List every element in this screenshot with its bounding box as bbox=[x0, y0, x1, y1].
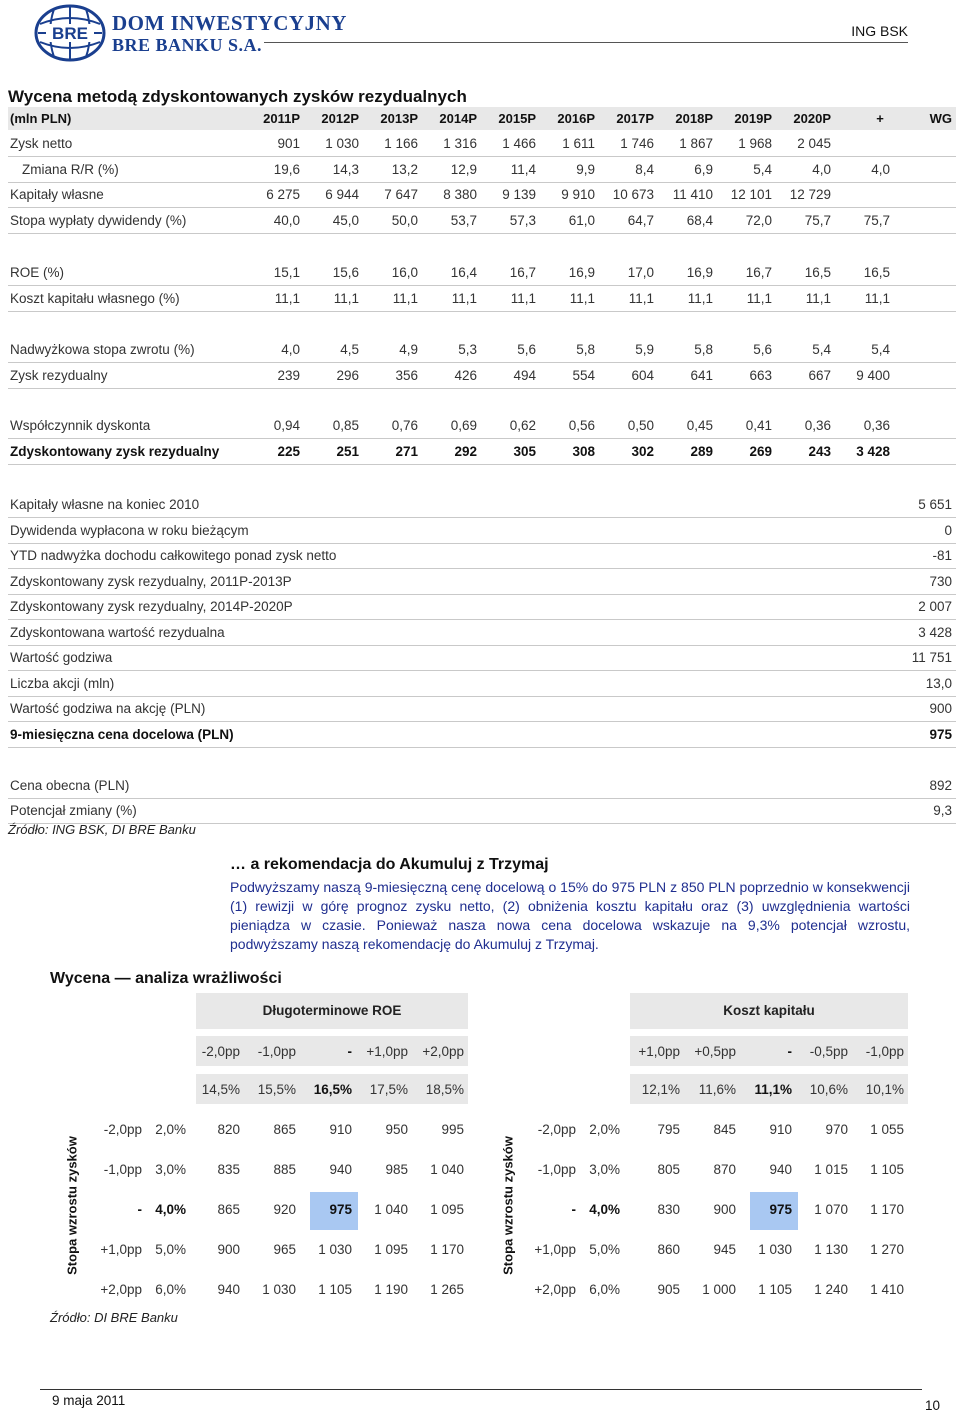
sensitivity-cell: 830 bbox=[657, 1202, 680, 1217]
table-cell: 7 647 bbox=[384, 187, 418, 202]
row-pp-label: +1,0pp bbox=[534, 1242, 576, 1257]
summary-value: 5 651 bbox=[918, 497, 952, 512]
table-cell: 16,0 bbox=[391, 265, 418, 280]
sensitivity-cell: 1 190 bbox=[374, 1282, 408, 1297]
table-row bbox=[8, 208, 956, 234]
table-cell: 6,9 bbox=[694, 162, 713, 177]
table-cell: 641 bbox=[690, 368, 713, 383]
sensitivity-cell: 1 030 bbox=[758, 1242, 792, 1257]
col-pct-label: 10,6% bbox=[809, 1082, 848, 1097]
table-row bbox=[8, 182, 956, 208]
sensitivity-cell: 865 bbox=[273, 1122, 296, 1137]
sensitivity-cell: 1 170 bbox=[430, 1242, 464, 1257]
table-cell: 0,41 bbox=[745, 418, 772, 433]
sensitivity-cell: 1 070 bbox=[814, 1202, 848, 1217]
col-pp-label: +1,0pp bbox=[638, 1044, 680, 1059]
sensitivity-cell: 795 bbox=[657, 1122, 680, 1137]
table-cell: 2 045 bbox=[797, 136, 831, 151]
summary-label: Dywidenda wypłacona w roku bieżącym bbox=[10, 522, 249, 538]
row-pct-label: 2,0% bbox=[589, 1122, 620, 1137]
table-cell: 16,9 bbox=[568, 265, 595, 280]
summary-value: 0 bbox=[944, 522, 952, 538]
table-cell: 50,0 bbox=[391, 213, 418, 228]
source-note: Źródło: ING BSK, DI BRE Banku bbox=[8, 822, 196, 837]
summary-value: 13,0 bbox=[925, 675, 952, 691]
table-cell: 45,0 bbox=[332, 213, 359, 228]
sensitivity-cell: 820 bbox=[217, 1122, 240, 1137]
summary-label: Kapitały własne na koniec 2010 bbox=[10, 497, 200, 512]
table-cell: 11,1 bbox=[628, 291, 654, 306]
summary-value: 11 751 bbox=[911, 650, 952, 665]
table-row bbox=[8, 413, 956, 439]
table-cell: 19,6 bbox=[273, 162, 300, 177]
col-pct-label: 10,1% bbox=[865, 1082, 904, 1097]
sensitivity-cell: 975 bbox=[329, 1202, 352, 1217]
sensitivity-cell: 1 105 bbox=[870, 1162, 904, 1177]
table-cell: 14,3 bbox=[332, 162, 359, 177]
table-cell: 9 910 bbox=[561, 187, 595, 202]
row-label: Koszt kapitału własnego (%) bbox=[10, 291, 180, 306]
wg-header: WG bbox=[929, 111, 952, 126]
summary-row bbox=[8, 543, 956, 569]
table-row bbox=[8, 157, 956, 183]
table-cell: 11,1 bbox=[392, 291, 418, 306]
table-row bbox=[8, 337, 956, 363]
table-cell: 225 bbox=[277, 444, 300, 459]
sensitivity-cell: 1 105 bbox=[758, 1282, 792, 1297]
table-cell: 5,8 bbox=[694, 342, 713, 357]
summary-row bbox=[8, 722, 956, 748]
table-cell: 667 bbox=[808, 368, 831, 383]
sensitivity-cell: 1 270 bbox=[870, 1242, 904, 1257]
table-cell: 11,1 bbox=[687, 291, 713, 306]
row-pp-label: -1,0pp bbox=[103, 1162, 142, 1177]
price-row bbox=[8, 773, 956, 799]
col-pp-label: +1,0pp bbox=[366, 1044, 408, 1059]
sensitivity-cell: 905 bbox=[657, 1282, 680, 1297]
col-pct-label: 14,5% bbox=[201, 1082, 240, 1097]
year-header: 2018P bbox=[675, 111, 713, 126]
row-pct-label: 3,0% bbox=[155, 1162, 186, 1177]
price-label: Cena obecna (PLN) bbox=[10, 778, 130, 793]
row-pp-label: +2,0pp bbox=[100, 1282, 142, 1297]
table-cell: 308 bbox=[572, 444, 595, 459]
sensitivity-cell: 1 410 bbox=[870, 1282, 904, 1297]
table-cell: 11,1 bbox=[451, 291, 477, 306]
table-cell: 5,6 bbox=[753, 342, 772, 357]
table-cell: 11,4 bbox=[510, 162, 536, 177]
table-cell: 663 bbox=[749, 368, 772, 383]
row-pp-label: -2,0pp bbox=[537, 1122, 576, 1137]
logo-text: BRE bbox=[52, 24, 88, 43]
sensitivity-cell: 835 bbox=[217, 1162, 240, 1177]
sensitivity-cell: 1 030 bbox=[318, 1242, 352, 1257]
table-cell: 53,7 bbox=[450, 213, 477, 228]
sensitivity-title: Wycena — analiza wrażliwości bbox=[50, 970, 282, 987]
table-cell: 75,7 bbox=[804, 213, 831, 228]
table-cell: 13,2 bbox=[391, 162, 418, 177]
company-name: ING BSK bbox=[851, 23, 908, 39]
recommendation-body: Podwyższamy naszą 9-miesięczną cenę docelową o 15% do 975 PLN z 850 PLN poprzednio w konsekwencji (1) rewizji w górę prognoz zysku netto, (2) obniżenia kosztu kapitału oraz (3) uwzględnienia wartości pieniądza w czasie. Ponieważ nasza nowa cena docelowa wskazuje na 9,3% potencjał wzrostu, podwyższamy naszą rekomendację do Akumuluj z Trzymaj. bbox=[230, 879, 910, 952]
sensitivity-cell: 910 bbox=[329, 1122, 352, 1137]
table-header bbox=[8, 107, 956, 130]
table-cell: 15,1 bbox=[273, 265, 300, 280]
sensitivity-header: Koszt kapitału bbox=[723, 1003, 815, 1018]
sensitivity-cell: 1 170 bbox=[870, 1202, 904, 1217]
col-pp-label: +2,0pp bbox=[422, 1044, 464, 1059]
price-value: 9,3 bbox=[933, 803, 952, 818]
table-cell: 16,7 bbox=[745, 265, 772, 280]
table-cell: 271 bbox=[395, 444, 418, 459]
summary-value: -81 bbox=[932, 548, 952, 563]
table-cell: 4,0 bbox=[871, 162, 890, 177]
recommendation-title: … a rekomendacja do Akumuluj z Trzymaj bbox=[230, 856, 549, 873]
sensitivity-cell: 940 bbox=[217, 1282, 240, 1297]
summary-row bbox=[8, 696, 956, 722]
table-cell: 15,6 bbox=[332, 265, 359, 280]
year-header: 2020P bbox=[793, 111, 831, 126]
summary-row bbox=[8, 492, 956, 518]
table-cell: 1 867 bbox=[679, 136, 713, 151]
col-pct-label: 18,5% bbox=[425, 1082, 464, 1097]
row-pct-label: 6,0% bbox=[155, 1282, 186, 1297]
sensitivity-cell: 1 015 bbox=[814, 1162, 848, 1177]
table-cell: 5,3 bbox=[458, 342, 477, 357]
year-header: 2014P bbox=[439, 111, 477, 126]
summary-label: Zdyskontowany zysk rezydualny, 2011P-2013P bbox=[10, 573, 292, 589]
col-pp-label: - bbox=[787, 1044, 792, 1059]
table-cell: 40,0 bbox=[273, 213, 300, 228]
sensitivity-cell: 865 bbox=[217, 1202, 240, 1217]
sensitivity-cell: 950 bbox=[385, 1122, 408, 1137]
row-pp-label: -2,0pp bbox=[103, 1122, 142, 1137]
summary-row bbox=[8, 620, 956, 646]
table-cell: 302 bbox=[631, 444, 654, 459]
table-cell: 0,69 bbox=[450, 418, 477, 433]
col-pct-label: 17,5% bbox=[369, 1082, 408, 1097]
col-pp-label: +0,5pp bbox=[694, 1044, 736, 1059]
table-cell: 305 bbox=[513, 444, 536, 459]
summary-label: Zdyskontowany zysk rezydualny, 2014P-2020P bbox=[10, 599, 293, 614]
table-cell: 5,8 bbox=[576, 342, 595, 357]
table-cell: 0,45 bbox=[686, 418, 713, 433]
table-cell: 4,5 bbox=[340, 342, 359, 357]
table-cell: 0,36 bbox=[804, 418, 831, 433]
table-cell: 239 bbox=[277, 368, 300, 383]
row-label: Zysk rezydualny bbox=[10, 368, 108, 383]
row-pp-label: +1,0pp bbox=[100, 1242, 142, 1257]
summary-value: 900 bbox=[929, 701, 952, 716]
table-cell: 10 673 bbox=[612, 187, 654, 202]
summary-value: 2 007 bbox=[918, 599, 952, 614]
table-cell: 292 bbox=[454, 444, 477, 459]
table-cell: 5,6 bbox=[517, 342, 536, 357]
table-cell: 4,9 bbox=[399, 342, 418, 357]
sensitivity-cell: 1 130 bbox=[814, 1242, 848, 1257]
sensitivity-cell: 805 bbox=[657, 1162, 680, 1177]
year-header: 2017P bbox=[616, 111, 654, 126]
table-cell: 16,5 bbox=[804, 265, 831, 280]
sensitivity-cell: 985 bbox=[385, 1162, 408, 1177]
table-cell: 0,94 bbox=[273, 418, 300, 433]
row-label: Zdyskontowany zysk rezydualny bbox=[10, 444, 220, 459]
table-cell: 901 bbox=[277, 136, 300, 151]
sensitivity-cell: 1 040 bbox=[430, 1162, 464, 1177]
table-cell: 426 bbox=[454, 368, 477, 383]
table-cell: 0,85 bbox=[332, 418, 359, 433]
brand-name-line1: DOM INWESTYCYJNY bbox=[112, 11, 347, 35]
row-label: Stopa wypłaty dywidendy (%) bbox=[10, 213, 187, 228]
table-row bbox=[8, 260, 956, 286]
table-cell: 1 968 bbox=[738, 136, 772, 151]
sensitivity-cell: 860 bbox=[657, 1242, 680, 1257]
table-cell: 5,4 bbox=[753, 162, 772, 177]
col-pct-label: 12,1% bbox=[641, 1082, 680, 1097]
table-cell: 356 bbox=[395, 368, 418, 383]
row-pct-label: 5,0% bbox=[589, 1242, 620, 1257]
table-cell: 12,9 bbox=[450, 162, 477, 177]
table-cell: 1 466 bbox=[502, 136, 536, 151]
sensitivity-cell: 975 bbox=[769, 1202, 792, 1217]
col-pp-label: -0,5pp bbox=[809, 1044, 848, 1059]
row-pp-label: - bbox=[571, 1202, 576, 1217]
table-cell: 61,0 bbox=[568, 213, 595, 228]
table-cell: 5,4 bbox=[812, 342, 831, 357]
table-row bbox=[8, 286, 956, 312]
sensitivity-cell: 1 095 bbox=[430, 1202, 464, 1217]
col-pp-label: -1,0pp bbox=[865, 1044, 904, 1059]
summary-row bbox=[8, 569, 956, 595]
table-cell: 5,4 bbox=[871, 342, 890, 357]
table-cell: 16,7 bbox=[509, 265, 536, 280]
sensitivity-cell: 970 bbox=[825, 1122, 848, 1137]
page-number: 10 bbox=[924, 1398, 940, 1413]
table-cell: 16,9 bbox=[686, 265, 713, 280]
table-cell: 75,7 bbox=[863, 213, 890, 228]
table-cell: 16,4 bbox=[450, 265, 477, 280]
summary-value: 3 428 bbox=[918, 624, 952, 640]
row-label: Zmiana R/R (%) bbox=[22, 162, 119, 177]
plus-header: + bbox=[876, 111, 884, 126]
table-cell: 17,0 bbox=[627, 265, 654, 280]
table-row bbox=[8, 131, 956, 157]
sensitivity-cell: 870 bbox=[713, 1162, 736, 1177]
header-divider bbox=[264, 42, 908, 43]
year-header: 2011P bbox=[263, 111, 300, 126]
sensitivity-cell: 945 bbox=[713, 1242, 736, 1257]
table-cell: 4,0 bbox=[281, 342, 300, 357]
row-pct-label: 2,0% bbox=[155, 1122, 186, 1137]
table-cell: 1 746 bbox=[620, 136, 654, 151]
table-cell: 11,1 bbox=[805, 291, 831, 306]
table-cell: 1 166 bbox=[384, 136, 418, 151]
table-cell: 0,36 bbox=[863, 418, 890, 433]
growth-axis-label: Stopa wzrostu zysków bbox=[500, 1136, 516, 1275]
table-cell: 6 944 bbox=[325, 187, 359, 202]
row-pct-label: 4,0% bbox=[589, 1202, 620, 1217]
table-cell: 11,1 bbox=[510, 291, 536, 306]
table-cell: 9 400 bbox=[856, 368, 890, 383]
summary-row bbox=[8, 518, 956, 544]
summary-value: 730 bbox=[929, 573, 952, 589]
row-label: Zysk netto bbox=[10, 136, 73, 151]
summary-label: Wartość godziwa bbox=[10, 650, 113, 665]
sensitivity-cell: 920 bbox=[273, 1202, 296, 1217]
table-cell: 11,1 bbox=[864, 291, 890, 306]
table-cell: 12 101 bbox=[730, 187, 772, 202]
row-pct-label: 6,0% bbox=[589, 1282, 620, 1297]
col-pp-label: - bbox=[347, 1044, 352, 1059]
table-cell: 3 428 bbox=[856, 444, 890, 459]
sensitivity-cell: 1 265 bbox=[430, 1282, 464, 1297]
source-note-2: Źródło: DI BRE Banku bbox=[50, 1310, 178, 1325]
footer-date: 9 maja 2011 bbox=[52, 1393, 126, 1408]
row-label: Współczynnik dyskonta bbox=[10, 418, 151, 433]
price-row bbox=[8, 798, 956, 824]
table-cell: 0,56 bbox=[568, 418, 595, 433]
table-cell: 68,4 bbox=[686, 213, 713, 228]
growth-axis-label: Stopa wzrostu zysków bbox=[64, 1136, 80, 1275]
sensitivity-cell: 1 105 bbox=[318, 1282, 352, 1297]
col-pct-label: 11,6% bbox=[698, 1082, 736, 1097]
sensitivity-cell: 965 bbox=[273, 1242, 296, 1257]
year-header: 2016P bbox=[557, 111, 595, 126]
table-cell: 6 275 bbox=[266, 187, 300, 202]
row-pp-label: +2,0pp bbox=[534, 1282, 576, 1297]
table-cell: 72,0 bbox=[745, 213, 772, 228]
row-pp-label: -1,0pp bbox=[537, 1162, 576, 1177]
sensitivity-cell: 900 bbox=[217, 1242, 240, 1257]
table-cell: 57,3 bbox=[509, 213, 536, 228]
table-row bbox=[8, 439, 956, 465]
sensitivity-cell: 1 055 bbox=[870, 1122, 904, 1137]
row-pct-label: 3,0% bbox=[589, 1162, 620, 1177]
summary-label: Liczba akcji (mln) bbox=[10, 675, 115, 691]
table-cell: 4,0 bbox=[812, 162, 831, 177]
summary-label: Wartość godziwa na akcję (PLN) bbox=[10, 701, 206, 716]
unit-label: (mln PLN) bbox=[10, 111, 72, 126]
table-cell: 11 410 bbox=[672, 187, 713, 202]
table-cell: 604 bbox=[631, 368, 654, 383]
bre-logo bbox=[34, 4, 106, 62]
sensitivity-cell: 885 bbox=[273, 1162, 296, 1177]
table-cell: 0,50 bbox=[627, 418, 654, 433]
table-cell: 64,7 bbox=[627, 213, 654, 228]
sensitivity-header: Długoterminowe ROE bbox=[262, 1003, 402, 1018]
sensitivity-cell: 1 000 bbox=[702, 1282, 736, 1297]
row-label: Nadwyżkowa stopa zwrotu (%) bbox=[10, 342, 195, 357]
brand-name-line2: BRE BANKU S.A. bbox=[112, 35, 263, 55]
sensitivity-cell: 910 bbox=[769, 1122, 792, 1137]
sensitivity-cell: 940 bbox=[329, 1162, 352, 1177]
year-header: 2019P bbox=[734, 111, 772, 126]
table-cell: 494 bbox=[513, 368, 536, 383]
table-cell: 1 316 bbox=[443, 136, 477, 151]
col-pct-label: 15,5% bbox=[257, 1082, 296, 1097]
sensitivity-cell: 995 bbox=[441, 1122, 464, 1137]
table-cell: 12 729 bbox=[789, 187, 831, 202]
sensitivity-cell: 1 095 bbox=[374, 1242, 408, 1257]
table-cell: 243 bbox=[808, 444, 831, 459]
table-cell: 11,1 bbox=[746, 291, 772, 306]
sensitivity-cell: 900 bbox=[713, 1202, 736, 1217]
sensitivity-cell: 845 bbox=[713, 1122, 736, 1137]
sensitivity-cell: 1 040 bbox=[374, 1202, 408, 1217]
summary-row bbox=[8, 594, 956, 620]
table-cell: 9 139 bbox=[502, 187, 536, 202]
table-cell: 16,5 bbox=[863, 265, 890, 280]
table-cell: 554 bbox=[572, 368, 595, 383]
table-cell: 11,1 bbox=[569, 291, 595, 306]
summary-row bbox=[8, 671, 956, 697]
year-header: 2012P bbox=[321, 111, 359, 126]
sensitivity-cell: 1 240 bbox=[814, 1282, 848, 1297]
year-header: 2015P bbox=[498, 111, 536, 126]
table-cell: 251 bbox=[336, 444, 359, 459]
summary-label: Zdyskontowana wartość rezydualna bbox=[10, 624, 225, 640]
summary-label: YTD nadwyżka dochodu całkowitego ponad zysk netto bbox=[10, 548, 337, 563]
table-cell: 269 bbox=[749, 444, 772, 459]
year-header: 2013P bbox=[380, 111, 418, 126]
table-cell: 0,62 bbox=[509, 418, 536, 433]
table-cell: 1 030 bbox=[325, 136, 359, 151]
row-pct-label: 4,0% bbox=[155, 1202, 186, 1217]
col-pct-label: 16,5% bbox=[313, 1082, 352, 1097]
price-label: Potencjał zmiany (%) bbox=[10, 803, 137, 818]
footer-divider bbox=[40, 1389, 922, 1390]
table-cell: 9,9 bbox=[576, 162, 595, 177]
row-label: Kapitały własne bbox=[10, 187, 104, 202]
section-title: Wycena metodą zdyskontowanych zysków rezydualnych bbox=[8, 87, 467, 106]
table-cell: 289 bbox=[690, 444, 713, 459]
table-row bbox=[8, 363, 956, 389]
row-pct-label: 5,0% bbox=[155, 1242, 186, 1257]
sensitivity-cell: 1 030 bbox=[262, 1282, 296, 1297]
col-pct-label: 11,1% bbox=[754, 1082, 792, 1097]
table-cell: 0,76 bbox=[391, 418, 418, 433]
col-pp-label: -2,0pp bbox=[201, 1044, 240, 1059]
row-pp-label: - bbox=[137, 1202, 142, 1217]
table-cell: 11,1 bbox=[274, 291, 300, 306]
table-cell: 8,4 bbox=[635, 162, 654, 177]
price-value: 892 bbox=[929, 778, 952, 793]
table-cell: 11,1 bbox=[333, 291, 359, 306]
summary-label: 9-miesięczna cena docelowa (PLN) bbox=[10, 726, 234, 742]
table-cell: 296 bbox=[336, 368, 359, 383]
row-label: ROE (%) bbox=[10, 265, 64, 280]
col-pp-label: -1,0pp bbox=[257, 1044, 296, 1059]
table-cell: 8 380 bbox=[443, 187, 477, 202]
summary-value: 975 bbox=[929, 726, 952, 742]
sensitivity-cell: 940 bbox=[769, 1162, 792, 1177]
summary-row bbox=[8, 645, 956, 671]
table-cell: 5,9 bbox=[635, 342, 654, 357]
table-cell: 1 611 bbox=[562, 136, 595, 151]
